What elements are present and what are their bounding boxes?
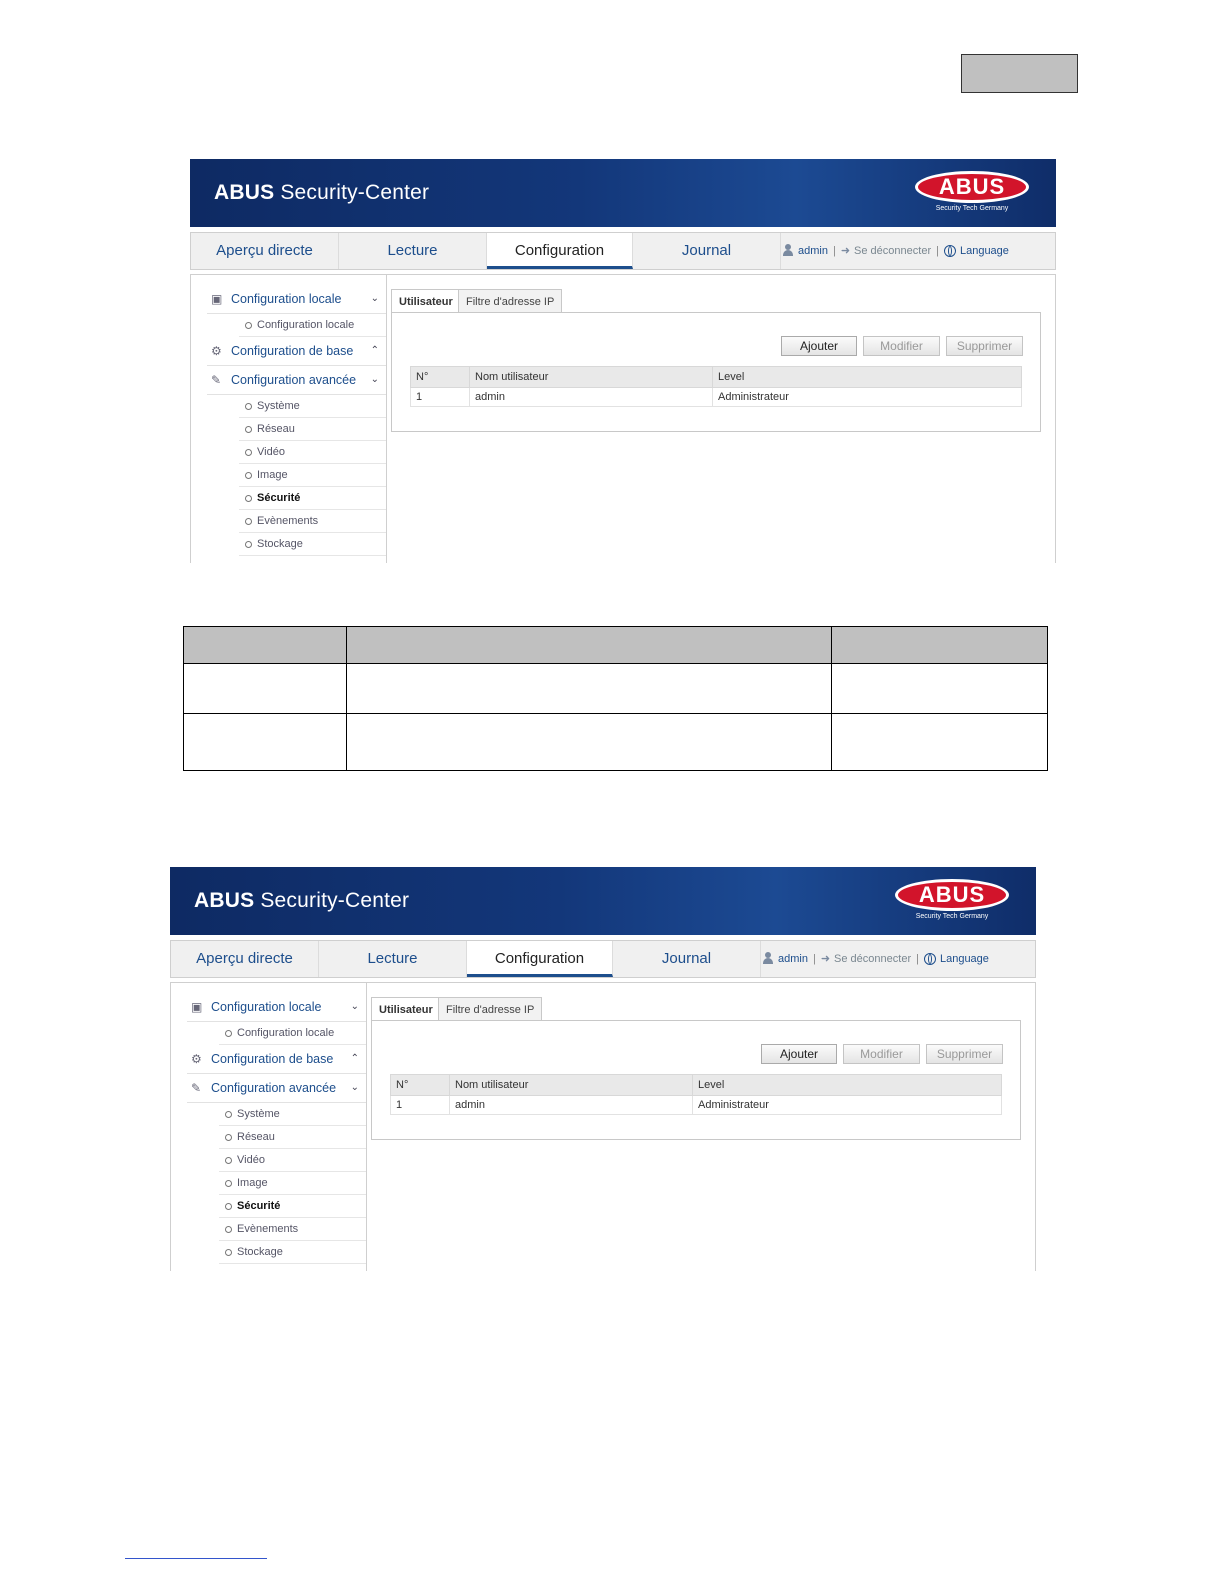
add-user-button[interactable]: Ajouter: [761, 1044, 837, 1064]
gear-icon: ⚙: [211, 344, 222, 358]
wrench-icon: ✎: [191, 1081, 202, 1095]
table-cell: [832, 714, 1048, 771]
abus-logo: ABUS Security Tech Germany: [912, 171, 1032, 213]
tab-journal[interactable]: Journal: [613, 941, 761, 977]
logout-link[interactable]: Se déconnecter: [854, 245, 932, 257]
parameter-table: [183, 626, 1048, 771]
sidebar-advanced-config[interactable]: ✎ Configuration avancée ⌄: [187, 1074, 367, 1103]
monitor-icon: ▣: [211, 292, 223, 306]
col-level: Level: [713, 367, 1022, 388]
table-row[interactable]: [391, 1096, 1002, 1115]
col-username: Nom utilisateur: [470, 367, 713, 388]
modify-user-button[interactable]: Modifier: [863, 336, 940, 356]
sidebar-item-local-config[interactable]: Configuration locale: [239, 314, 387, 337]
table-header-row: [411, 367, 1022, 388]
tab-playback[interactable]: Lecture: [319, 941, 467, 977]
modify-user-button[interactable]: Modifier: [843, 1044, 920, 1064]
col-username: Nom utilisateur: [450, 1075, 693, 1096]
chevron-down-icon: ⌄: [350, 1001, 359, 1012]
sidebar-item-image[interactable]: Image: [219, 1172, 367, 1195]
wrench-icon: ✎: [211, 373, 222, 387]
tab-user[interactable]: Utilisateur: [371, 997, 441, 1021]
table-row: [184, 714, 1048, 771]
app-banner: [170, 867, 1036, 935]
delete-user-button[interactable]: Supprimer: [926, 1044, 1003, 1064]
sidebar-local-config[interactable]: ▣ Configuration locale ⌄: [207, 285, 387, 314]
col-number: N°: [411, 367, 470, 388]
user-area: admin | ➜ Se déconnecter | Language: [783, 233, 1009, 269]
user-name[interactable]: admin: [778, 953, 808, 965]
table-cell: [832, 664, 1048, 714]
sidebar-basic-config[interactable]: ⚙ Configuration de base ⌃: [207, 337, 387, 366]
tab-ip-filter[interactable]: Filtre d'adresse IP: [438, 997, 542, 1021]
security-tabs: [371, 997, 1021, 1021]
app-banner: [190, 159, 1056, 227]
cell-number: 1: [411, 388, 470, 407]
col-number: N°: [391, 1075, 450, 1096]
sidebar-item-image[interactable]: Image: [239, 464, 387, 487]
chevron-up-icon: ⌃: [370, 345, 379, 356]
security-tabs: [391, 289, 1041, 313]
tab-ip-filter[interactable]: Filtre d'adresse IP: [458, 289, 562, 313]
app-title: ABUS Security-Center: [194, 889, 410, 912]
monitor-icon: ▣: [191, 1000, 203, 1014]
config-content: [170, 982, 1036, 1271]
app-title: ABUS Security-Center: [214, 181, 430, 204]
user-name[interactable]: admin: [798, 245, 828, 257]
user-icon: [783, 244, 793, 256]
logout-link[interactable]: Se déconnecter: [834, 953, 912, 965]
page-number-box: [961, 54, 1078, 93]
table-row[interactable]: [411, 388, 1022, 407]
tab-live-view[interactable]: Aperçu directe: [171, 941, 319, 977]
config-sidebar: [187, 993, 367, 1264]
add-user-button[interactable]: Ajouter: [781, 336, 857, 356]
cell-level: Administrateur: [693, 1096, 1002, 1115]
sidebar-item-evenements[interactable]: Evènements: [219, 1218, 367, 1241]
sidebar-item-video[interactable]: Vidéo: [239, 441, 387, 464]
sidebar-item-reseau[interactable]: Réseau: [219, 1126, 367, 1149]
chevron-up-icon: ⌃: [350, 1053, 359, 1064]
language-link[interactable]: Language: [959, 245, 1009, 257]
sidebar-item-video[interactable]: Vidéo: [219, 1149, 367, 1172]
logout-icon: ➜: [840, 245, 851, 257]
table-cell: [184, 664, 347, 714]
sidebar-advanced-config[interactable]: ✎ Configuration avancée ⌄: [207, 366, 387, 395]
sidebar-item-systeme[interactable]: Système: [219, 1103, 367, 1126]
user-table: [390, 1074, 1002, 1115]
table-cell: [184, 714, 347, 771]
config-content: [190, 274, 1056, 563]
table-header-row: [184, 627, 1048, 664]
security-panel: [371, 997, 1021, 1111]
cell-level: Administrateur: [713, 388, 1022, 407]
sidebar-item-reseau[interactable]: Réseau: [239, 418, 387, 441]
abus-logo: ABUS Security Tech Germany: [892, 879, 1012, 921]
sidebar-item-stockage[interactable]: Stockage: [239, 533, 387, 556]
language-link[interactable]: Language: [939, 953, 989, 965]
sidebar-item-evenements[interactable]: Evènements: [239, 510, 387, 533]
cell-username: admin: [470, 388, 713, 407]
security-panel: [391, 289, 1041, 403]
delete-user-button[interactable]: Supprimer: [946, 336, 1023, 356]
table-cell: [347, 664, 832, 714]
sidebar-item-systeme[interactable]: Système: [239, 395, 387, 418]
screenshot-security-users-2: [170, 867, 1036, 1271]
tab-playback[interactable]: Lecture: [339, 233, 487, 269]
sidebar-basic-config[interactable]: ⚙ Configuration de base ⌃: [187, 1045, 367, 1074]
table-row: [184, 664, 1048, 714]
chevron-down-icon: ⌄: [350, 1082, 359, 1093]
table-header-cell: [184, 627, 347, 664]
user-panel-body: [371, 1020, 1021, 1140]
sidebar-item-local-config[interactable]: Configuration locale: [219, 1022, 367, 1045]
sidebar-item-stockage[interactable]: Stockage: [219, 1241, 367, 1264]
tab-configuration[interactable]: Configuration: [487, 233, 633, 269]
sidebar-divider: [366, 983, 367, 1271]
table-header-cell: [347, 627, 832, 664]
logout-icon: ➜: [820, 953, 831, 965]
tab-live-view[interactable]: Aperçu directe: [191, 233, 339, 269]
tab-user[interactable]: Utilisateur: [391, 289, 461, 313]
table-header-cell: [832, 627, 1048, 664]
globe-icon: [944, 245, 956, 257]
screenshot-security-users-1: [190, 159, 1056, 563]
tab-configuration[interactable]: Configuration: [467, 941, 613, 977]
tab-journal[interactable]: Journal: [633, 233, 781, 269]
globe-icon: [924, 953, 936, 965]
main-nav: [190, 232, 1056, 270]
sidebar-divider: [386, 275, 387, 563]
gear-icon: ⚙: [191, 1052, 202, 1066]
sidebar-local-config[interactable]: ▣ Configuration locale ⌄: [187, 993, 367, 1022]
sidebar-item-securite[interactable]: Sécurité: [239, 487, 387, 510]
config-sidebar: [207, 285, 387, 556]
sidebar-item-securite[interactable]: Sécurité: [219, 1195, 367, 1218]
user-panel-body: [391, 312, 1041, 432]
user-area: admin | ➜ Se déconnecter | Language: [763, 941, 989, 977]
user-table: [410, 366, 1022, 407]
cell-username: admin: [450, 1096, 693, 1115]
chevron-down-icon: ⌄: [370, 293, 379, 304]
col-level: Level: [693, 1075, 1002, 1096]
footnote-rule: [125, 1558, 267, 1559]
chevron-down-icon: ⌄: [370, 374, 379, 385]
main-nav: [170, 940, 1036, 978]
user-icon: [763, 952, 773, 964]
cell-number: 1: [391, 1096, 450, 1115]
table-header-row: [391, 1075, 1002, 1096]
table-cell: [347, 714, 832, 771]
